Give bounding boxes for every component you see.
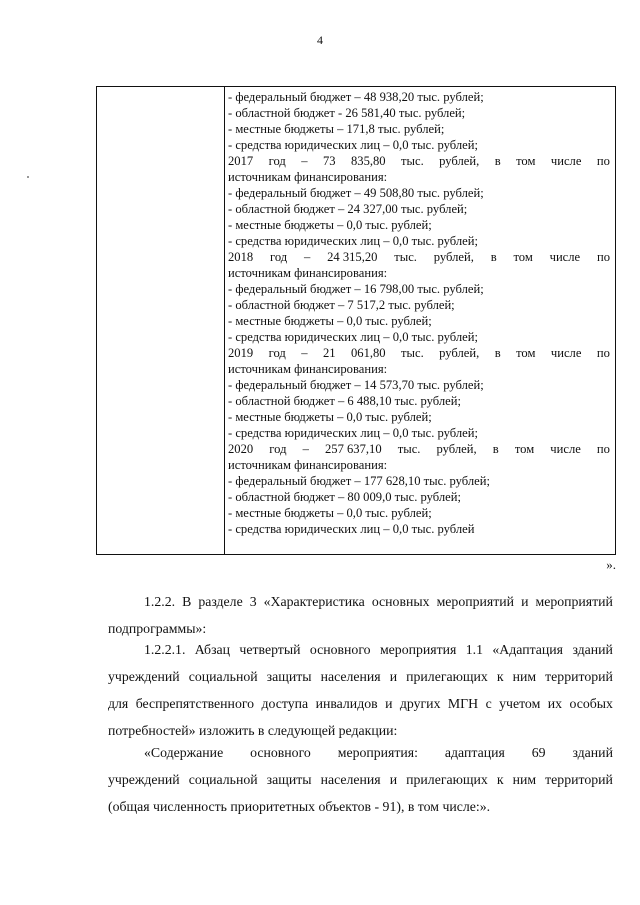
word: «Адаптация <box>492 642 564 657</box>
table-line: - местные бюджеты – 0,0 тыс. рублей; <box>228 410 432 424</box>
paragraph-1-2-2 <box>108 588 613 642</box>
word: МГН <box>447 696 479 711</box>
word: год <box>269 442 287 456</box>
word: – <box>303 250 311 264</box>
word: Абзац <box>194 642 231 657</box>
table-line <box>228 249 610 265</box>
word: по <box>596 346 610 360</box>
word: социальной <box>188 772 258 787</box>
paragraph-line: подпрограммы»: <box>108 621 207 636</box>
word: в <box>490 250 497 264</box>
word: рублей, <box>439 154 480 168</box>
table-line <box>228 153 610 169</box>
table-line: - областной бюджет – 6 488,10 тыс. рублей; <box>228 394 461 408</box>
word: с <box>485 696 492 711</box>
paragraph-line <box>108 663 613 690</box>
word: по <box>596 250 610 264</box>
table-line: - средства юридических лиц – 0,0 тыс. рублей; <box>228 234 478 248</box>
word: основных <box>371 594 430 609</box>
word: мероприятий <box>535 594 613 609</box>
word: числе <box>550 442 581 456</box>
word: мероприятия: <box>337 745 418 760</box>
word: 1.1 <box>465 642 483 657</box>
word: 257 637,10 <box>324 442 382 456</box>
paragraph-1-2-2-1 <box>108 636 613 744</box>
word: 2019 <box>228 346 254 360</box>
word: ним <box>512 669 537 684</box>
table-line: - средства юридических лиц – 0,0 тыс. рублей <box>228 522 475 536</box>
word: том <box>516 154 536 168</box>
word: тыс. <box>394 250 417 264</box>
word: тыс. <box>397 442 421 456</box>
word: основного <box>309 642 371 657</box>
table-line <box>228 441 610 457</box>
word: по <box>596 442 610 456</box>
word: числе <box>549 250 581 264</box>
word: населения <box>320 772 381 787</box>
word: рублей, <box>433 250 474 264</box>
word: мероприятий <box>436 594 515 609</box>
word: «Характеристика <box>263 594 365 609</box>
word: тыс. <box>401 346 424 360</box>
word: год <box>268 346 286 360</box>
table-line: - средства юридических лиц – 0,0 тыс. рублей; <box>228 330 478 344</box>
word: «Содержание <box>144 745 224 760</box>
word: территорий <box>545 772 613 787</box>
word: учреждений <box>108 772 180 787</box>
table-column-divider <box>224 87 225 554</box>
word: 061,80 <box>350 346 386 360</box>
word: территорий <box>545 669 613 684</box>
table-line: - федеральный бюджет – 48 938,20 тыс. рублей; <box>228 90 484 104</box>
word: 1.2.2.1. <box>144 642 186 657</box>
word: 2017 <box>228 154 254 168</box>
word: том <box>516 346 536 360</box>
word: 2018 <box>228 250 254 264</box>
table-line: - федеральный бюджет – 16 798,00 тыс. рублей; <box>228 282 484 296</box>
table-line: - областной бюджет - 26 581,40 тыс. рублей; <box>228 106 466 120</box>
word: социальной <box>188 669 258 684</box>
word: В <box>182 594 192 609</box>
word: адаптация <box>444 745 505 760</box>
table-line: - областной бюджет – 7 517,2 тыс. рублей; <box>228 298 455 312</box>
word: беспрепятственного <box>135 696 255 711</box>
paragraph-line <box>108 766 613 793</box>
funding-table <box>96 86 616 555</box>
word: числе <box>550 346 582 360</box>
word: доступа <box>261 696 309 711</box>
word: других <box>399 696 441 711</box>
closing-quote: ». <box>606 557 616 572</box>
word: по <box>596 154 610 168</box>
word: прилегающих <box>406 669 488 684</box>
word: рублей, <box>436 442 477 456</box>
word: 73 <box>322 154 336 168</box>
word: числе <box>550 154 582 168</box>
paragraph-line: (общая численность приоритетных объектов - 91), в том числе:». <box>108 799 491 814</box>
word: год <box>268 154 286 168</box>
table-line: источникам финансирования: <box>228 266 388 280</box>
word: том <box>513 250 533 264</box>
word: в <box>494 154 501 168</box>
word: год <box>269 250 288 264</box>
word: защиты <box>266 772 312 787</box>
paragraph-line: потребностей» изложить в следующей редакции: <box>108 723 398 738</box>
paragraph-line <box>108 690 613 717</box>
word: 835,80 <box>350 154 386 168</box>
word: 1.2.2. <box>144 594 176 609</box>
word: – <box>302 442 309 456</box>
table-line: источникам финансирования: <box>228 170 388 184</box>
word: защиты <box>266 669 312 684</box>
word: четвертый <box>239 642 301 657</box>
table-line: - местные бюджеты – 0,0 тыс. рублей; <box>228 218 432 232</box>
paragraph-content-quote <box>108 739 613 820</box>
word: и <box>389 772 398 787</box>
margin-mark <box>27 176 29 178</box>
word: зданий <box>572 745 613 760</box>
word: том <box>514 442 535 456</box>
word: населения <box>320 669 381 684</box>
word: основного <box>250 745 311 760</box>
table-line: - местные бюджеты – 0,0 тыс. рублей; <box>228 314 432 328</box>
word: тыс. <box>401 154 424 168</box>
word: в <box>494 346 501 360</box>
word: 24 315,20 <box>327 250 378 264</box>
table-line <box>228 345 610 361</box>
word: инвалидов <box>315 696 378 711</box>
word: – <box>301 154 308 168</box>
word: к <box>496 772 504 787</box>
table-line: - областной бюджет – 24 327,00 тыс. рублей; <box>228 202 468 216</box>
table-line: источникам финансирования: <box>228 458 388 472</box>
word: – <box>301 346 308 360</box>
table-line: - федеральный бюджет – 177 628,10 тыс. рублей; <box>228 474 490 488</box>
paragraph-line <box>108 636 613 663</box>
table-line: - федеральный бюджет – 49 508,80 тыс. рублей; <box>228 186 484 200</box>
funding-cell <box>228 89 610 537</box>
word: мероприятия <box>379 642 457 657</box>
word: прилегающих <box>406 772 488 787</box>
paragraph-line <box>108 739 613 766</box>
table-line: - местные бюджеты – 0,0 тыс. рублей; <box>228 506 432 520</box>
table-line: - федеральный бюджет – 14 573,70 тыс. рублей; <box>228 378 484 392</box>
table-line: источникам финансирования: <box>228 362 388 376</box>
word: 21 <box>322 346 336 360</box>
table-line: - средства юридических лиц – 0,0 тыс. рублей; <box>228 138 478 152</box>
word: в <box>492 442 499 456</box>
table-line: - областной бюджет – 80 009,0 тыс. рублей; <box>228 490 461 504</box>
word: 3 <box>249 594 257 609</box>
word: 2020 <box>228 442 254 456</box>
word: к <box>496 669 504 684</box>
table-line: - местные бюджеты – 171,8 тыс. рублей; <box>228 122 445 136</box>
word: ним <box>512 772 537 787</box>
word: для <box>108 696 129 711</box>
word: особых <box>569 696 613 711</box>
table-line: - средства юридических лиц – 0,0 тыс. рублей; <box>228 426 478 440</box>
word: 69 <box>531 745 546 760</box>
word: разделе <box>198 594 243 609</box>
word: и <box>385 696 393 711</box>
word: рублей, <box>439 346 480 360</box>
paragraph-line <box>108 588 613 615</box>
page-number: 4 <box>317 33 323 47</box>
word: и <box>389 669 398 684</box>
word: учетом <box>499 696 541 711</box>
word: и <box>521 594 529 609</box>
word: учреждений <box>108 669 180 684</box>
word: зданий <box>572 642 613 657</box>
word: их <box>547 696 563 711</box>
